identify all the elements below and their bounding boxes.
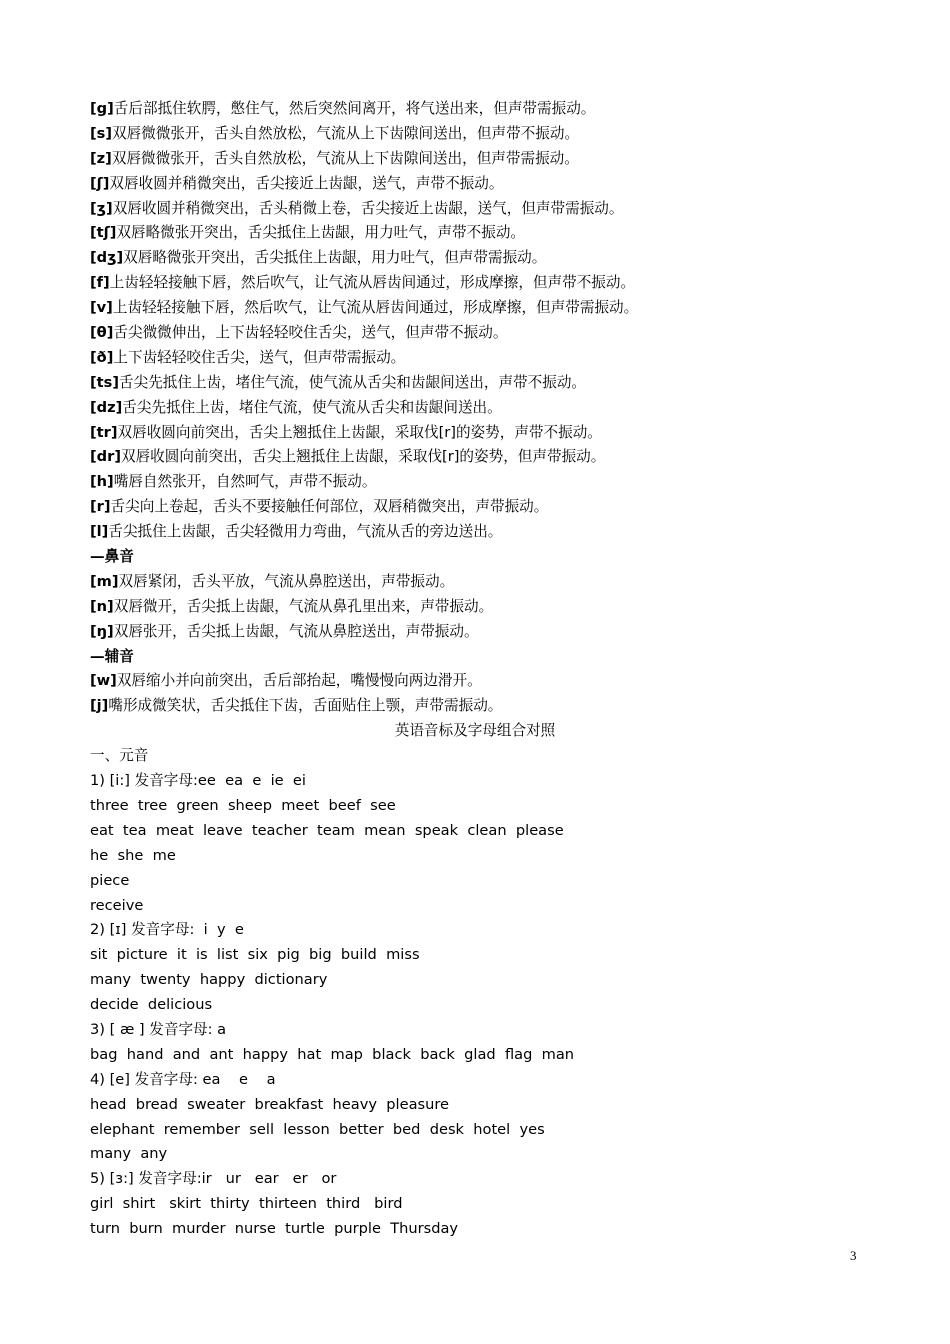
table-title: 英语音标及字母组合对照 xyxy=(394,722,556,740)
consonant-line: [tʃ]双唇略微张开突出，舌尖抵住上齿龈，用力吐气，声带不振动。 xyxy=(90,224,526,242)
vowel-line: many twenty happy dictionary xyxy=(90,971,328,989)
consonant-line: [ʃ]双唇收圆并稍微突出，舌尖接近上齿龈，送气，声带不振动。 xyxy=(90,174,504,192)
vowel-line: eat tea meat leave teacher team mean speak clean please xyxy=(90,821,564,839)
vowel-line: turn burn murder nurse turtle purple Thursday xyxy=(90,1220,459,1238)
vowel-line: decide delicious xyxy=(90,996,213,1014)
consonant-line: [ʒ]双唇收圆并稍微突出，舌头稍微上卷，舌尖接近上齿龈，送气，但声带需振动。 xyxy=(90,199,624,217)
consonant-line: [h]嘴唇自然张开，自然呵气，声带不振动。 xyxy=(90,473,377,491)
auxiliary-heading: —辅音 xyxy=(90,647,134,665)
consonant-line: [s]双唇微微张开，舌头自然放松，气流从上下齿隙间送出，但声带不振动。 xyxy=(90,124,580,142)
vowel-line: receive xyxy=(90,896,144,914)
vowel-line: 1) [i:] 发音字母:ee ea e ie ei xyxy=(90,772,306,790)
consonant-line: [r]舌尖向上卷起，舌头不要接触任何部位，双唇稍微突出，声带振动。 xyxy=(90,498,549,516)
consonant-line: [dʒ]双唇略微张开突出，舌尖抵住上齿龈，用力吐气，但声带需振动。 xyxy=(90,249,547,267)
consonant-line: [v]上齿轻轻接触下唇，然后吹气，让气流从唇齿间通过，形成摩擦，但声带需振动。 xyxy=(90,299,639,317)
vowel-line: 2) [ɪ] 发音字母: i y e xyxy=(90,921,244,939)
vowel-line: many any xyxy=(90,1145,168,1163)
auxiliary-line: [w]双唇缩小并向前突出，舌后部抬起，嘴慢慢向两边滑开。 xyxy=(90,672,482,690)
nasal-line: [m]双唇紧闭，舌头平放，气流从鼻腔送出，声带振动。 xyxy=(90,572,455,590)
vowel-heading: 一、元音 xyxy=(90,747,149,765)
page-number: 3 xyxy=(850,1248,857,1263)
vowel-line: three tree green sheep meet beef see xyxy=(90,796,396,814)
vowel-line: elephant remember sell lesson better bed desk hotel yes xyxy=(90,1120,545,1138)
vowel-line: head bread sweater breakfast heavy pleasure xyxy=(90,1095,450,1113)
vowel-line: piece xyxy=(90,871,130,889)
vowel-line: he she me xyxy=(90,846,176,864)
vowel-line: sit picture it is list six pig big build miss xyxy=(90,946,420,964)
document-body xyxy=(90,97,890,1242)
consonant-line: [z]双唇微微张开，舌头自然放松，气流从上下齿隙间送出，但声带需振动。 xyxy=(90,149,579,167)
vowel-line: 3) [ æ ] 发音字母: a xyxy=(90,1020,227,1038)
vowel-line: bag hand and ant happy hat map black back glad flag man xyxy=(90,1045,575,1063)
consonant-line: [dr]双唇收圆向前突出，舌尖上翘抵住上齿龈，采取伐[r]的姿势，但声带振动。 xyxy=(90,448,606,466)
auxiliary-line: [j]嘴形成微笑状，舌尖抵住下齿，舌面贴住上颚，声带需振动。 xyxy=(90,697,503,715)
consonant-line: [l]舌尖抵住上齿龈，舌尖轻微用力弯曲，气流从舌的旁边送出。 xyxy=(90,523,503,541)
nasal-line: [ŋ]双唇张开，舌尖抵上齿龈，气流从鼻腔送出，声带振动。 xyxy=(90,622,479,640)
vowel-line: 4) [e] 发音字母: ea e a xyxy=(90,1070,276,1088)
consonant-line: [g]舌后部抵住软腭，憋住气，然后突然间离开，将气送出来，但声带需振动。 xyxy=(90,100,596,117)
vowel-line: girl shirt skirt thirty thirteen third bird xyxy=(90,1195,403,1213)
consonant-line: [ð]上下齿轻轻咬住舌尖，送气，但声带需振动。 xyxy=(90,348,406,366)
consonant-line: [tr]双唇收圆向前突出，舌尖上翘抵住上齿龈，采取伐[r]的姿势，声带不振动。 xyxy=(90,423,602,441)
consonant-line: [θ]舌尖微微伸出，上下齿轻轻咬住舌尖，送气，但声带不振动。 xyxy=(90,324,508,342)
consonant-line: [dz]舌尖先抵住上齿，堵住气流，使气流从舌尖和齿龈间送出。 xyxy=(90,398,502,416)
vowel-line: 5) [ɜ:] 发音字母:ir ur ear er or xyxy=(90,1170,337,1188)
consonant-line: [ts]舌尖先抵住上齿，堵住气流，使气流从舌尖和齿龈间送出，声带不振动。 xyxy=(90,373,587,391)
nasal-line: [n]双唇微开，舌尖抵上齿龈，气流从鼻孔里出来，声带振动。 xyxy=(90,597,494,615)
consonant-line: [f]上齿轻轻接触下唇，然后吹气，让气流从唇齿间通过，形成摩擦，但声带不振动。 xyxy=(90,274,636,292)
nasal-heading: —鼻音 xyxy=(90,548,134,566)
